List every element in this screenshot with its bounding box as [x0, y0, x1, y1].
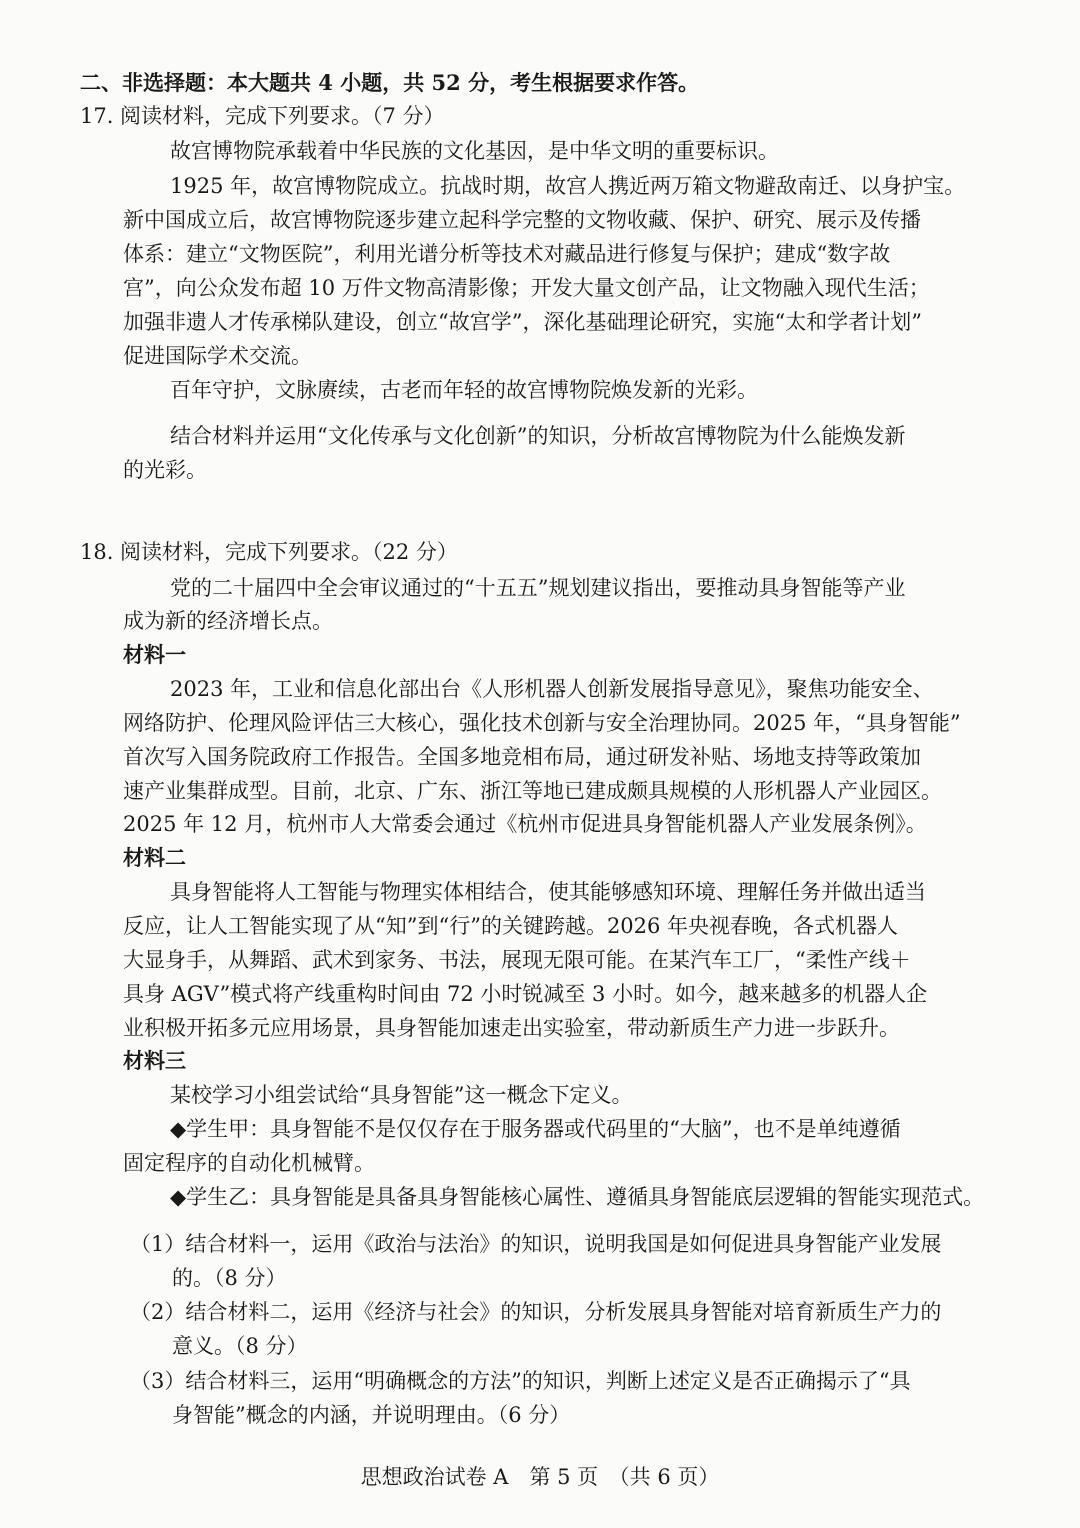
material-two-label: 材料二: [123, 845, 186, 870]
q17-number: 17.: [80, 104, 114, 128]
material-three-label: 材料三: [123, 1048, 186, 1073]
q18-prompt: 阅读材料，完成下列要求。（22 分）: [120, 540, 458, 564]
material-two-line: 业积极开拓多元应用场景，具身智能加速走出实验室，带动新质生产力进一步跃升。: [123, 1016, 900, 1040]
material-three-line: 某校学习小组尝试给“具身智能”这一概念下定义。: [170, 1083, 633, 1107]
material-one-label: 材料一: [123, 642, 186, 667]
q17-material-line: 加强非遗人才传承梯队建设，创立“故宫学”，深化基础理论研究，实施“太和学者计划”: [123, 310, 922, 334]
material-two-line: 大显身手，从舞蹈、武术到家务、书法，展现无限可能。在某汽车工厂，“柔性产线＋: [123, 948, 911, 972]
q17-task-line: 结合材料并运用“文化传承与文化创新”的知识，分析故宫博物院为什么能焕发新: [170, 424, 906, 448]
q17-material-line: 体系：建立“文物医院”，利用光谱分析等技术对藏品进行修复与保护；建成“数字故: [123, 242, 891, 266]
q18-intro-line: 成为新的经济增长点。: [123, 609, 333, 633]
q17-material-line: 新中国成立后，故宫博物院逐步建立起科学完整的文物收藏、保护、研究、展示及传播: [123, 208, 921, 232]
q17-material-line: 宫”，向公众发布超 10 万件文物高清影像；开发大量文创产品，让文物融入现代生活；: [123, 276, 930, 300]
material-one-line: 首次写入国务院政府工作报告。全国多地竞相布局，通过研发补贴、场地支持等政策加: [123, 745, 921, 769]
material-three-line: ◆学生甲：具身智能不是仅仅存在于服务器或代码里的“大脑”，也不是单纯遵循: [170, 1117, 901, 1141]
material-three-line: ◆学生乙：具身智能是具备具身智能核心属性、遵循具身智能底层逻辑的智能实现范式。: [170, 1185, 985, 1209]
sub-question-2-cont: 意义。（8 分）: [172, 1334, 308, 1358]
q17-material-line: 1925 年，故宫博物院成立。抗战时期，故宫人携近两万箱文物避敌南迁、以身护宝。: [170, 174, 966, 198]
page-footer: 思想政治试卷 A 第 5 页 （共 6 页）: [360, 1465, 720, 1489]
material-one-line: 2023 年，工业和信息化部出台《人形机器人创新发展指导意见》，聚焦功能安全、: [170, 677, 934, 701]
q18-intro-line: 党的二十届四中全会审议通过的“十五五”规划建议指出，要推动具身智能等产业: [170, 576, 906, 600]
section-heading: 二、非选择题：本大题共 4 小题，共 52 分，考生根据要求作答。: [80, 70, 700, 95]
material-one-line: 2025 年 12 月，杭州市人大常委会通过《杭州市促进具身智能机器人产业发展条例》。: [123, 812, 927, 836]
q17-prompt: 阅读材料，完成下列要求。（7 分）: [120, 104, 445, 128]
material-three-line: 固定程序的自动化机械臂。: [123, 1151, 375, 1175]
sub-question-3: （3）结合材料三，运用“明确概念的方法”的知识，判断上述定义是否正确揭示了“具: [130, 1369, 911, 1393]
q17-task-line: 的光彩。: [123, 458, 207, 482]
q17-material-line: 故宫博物院承载着中华民族的文化基因，是中华文明的重要标识。: [170, 139, 779, 163]
sub-question-2: （2）结合材料二，运用《经济与社会》的知识，分析发展具身智能对培育新质生产力的: [130, 1300, 942, 1324]
material-one-line: 网络防护、伦理风险评估三大核心，强化技术创新与安全治理协同。2025 年，“具身智能”: [123, 711, 961, 735]
material-two-line: 具身 AGV”模式将产线重构时间由 72 小时锐减至 3 小时。如今，越来越多的机器人企: [123, 982, 928, 1006]
sub-question-1: （1）结合材料一，运用《政治与法治》的知识，说明我国是如何促进具身智能产业发展: [130, 1232, 942, 1256]
material-two-line: 具身智能将人工智能与物理实体相结合，使其能够感知环境、理解任务并做出适当: [170, 880, 926, 904]
q18-number: 18.: [80, 540, 114, 564]
sub-question-3-cont: 身智能”概念的内涵，并说明理由。（6 分）: [172, 1403, 571, 1427]
material-one-line: 速产业集群成型。目前，北京、广东、浙江等地已建成颇具规模的人形机器人产业园区。: [123, 779, 942, 803]
q17-material-line: 百年守护，文脉赓续，古老而年轻的故宫博物院焕发新的光彩。: [170, 378, 758, 402]
material-two-line: 反应，让人工智能实现了从“知”到“行”的关键跨越。2026 年央视春晚，各式机器人: [123, 914, 899, 938]
q17-material-line: 促进国际学术交流。: [123, 344, 312, 368]
sub-question-1-cont: 的。（8 分）: [172, 1266, 287, 1290]
